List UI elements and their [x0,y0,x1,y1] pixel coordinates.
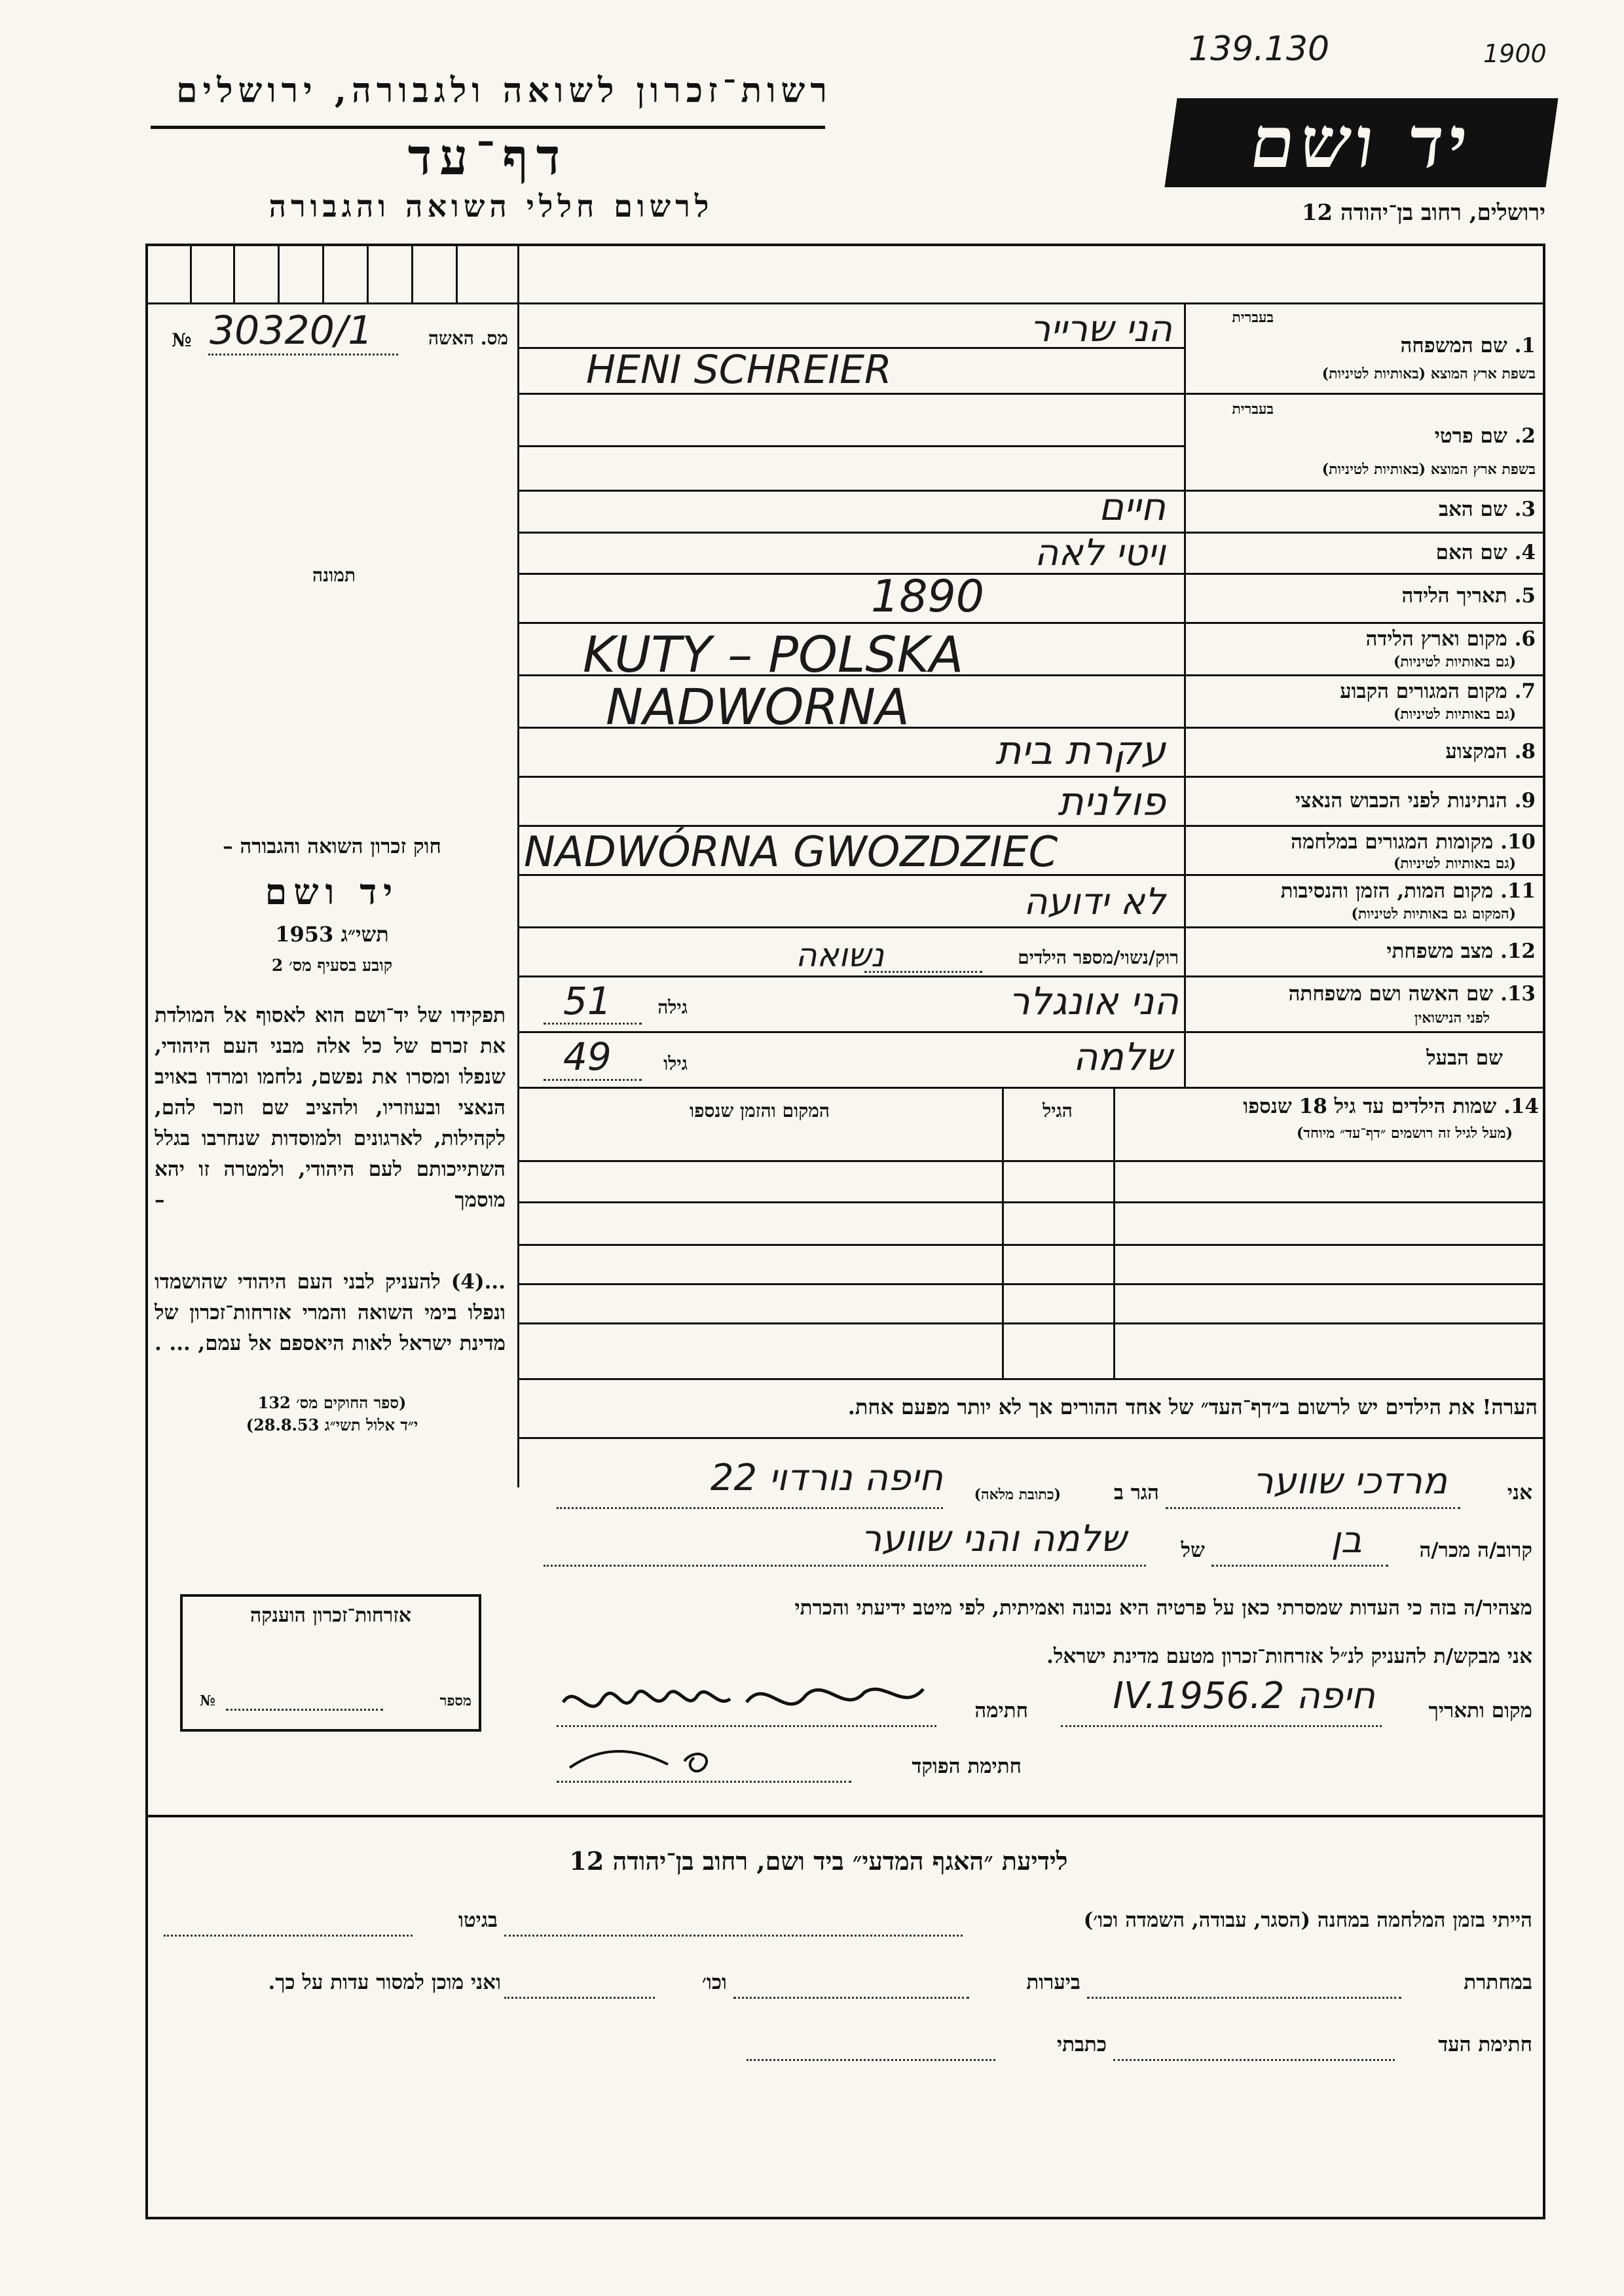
law-ref-1: (ספר החוקים מס׳ 132 [257,1393,407,1412]
signature-label: חתימה [974,1699,1028,1722]
children-header: 14. שמות הילדים עד גיל 18 שנספו [1243,1095,1539,1118]
decl-request: אני מבקש/ת להעניק לנ״ל אזרחות־זכרון מטעם מדינת ישראל. [1046,1645,1532,1668]
residence: NADWORNA [606,678,910,736]
law-yad-vashem: יד ושם [265,871,399,913]
citizenship-no: № [200,1692,215,1709]
birth-place: KUTY – POLSKA [583,625,964,683]
declarant-address: חיפה נורדוי 22 [710,1457,943,1499]
file-number-label: מס. האשה [428,327,508,349]
nationality: פולנית [1058,779,1166,825]
form-subtitle: לרשום חללי השואה והגבורה [268,189,714,224]
law-body-2: ...(4) להעניק לבני העם היהודי שהושמדו ונפלו בימי השואה והמרי אזרחות־זכרון של מדינת ישראל לאות היאספם אל עמם, ... . [155,1270,506,1355]
officer-signature [563,1735,760,1784]
footer-willing-label: ואני מוכן למסור עדות על כך. [268,1971,501,1994]
wife-age: 51 [563,979,612,1023]
surname-latin: HENI SCHREIER [586,347,892,393]
field-7-label: 7. מקום המגורים הקבוע [1340,680,1536,703]
yad-vashem-logo: יד ושם [1164,98,1558,187]
field-3-label: 3. שם האב [1439,498,1536,521]
footer-camp-label: הייתי בזמן המלחמה במחנה (הסגר, עבודה, השמדה וכו׳) [1083,1908,1532,1932]
footer-title: לידיעת ״האגף המדעי״ ביד ושם, רחוב בן־יהודה 12 [569,1846,1068,1876]
file-number-no: № [172,329,192,351]
field-2-hint-top: בעברית [1232,401,1274,418]
husband-age: 49 [563,1034,612,1079]
children-age-col: הגיל [1043,1100,1073,1121]
field-2-label: 2. שם פרטי [1434,424,1536,448]
birth-date: 1890 [871,571,985,623]
law-body: תפקידו של יד־ושם הוא לאסוף אל המולדת את זכרם של כל אלה מבני העם היהודי, שנפלו ומסרו את נפשם, נלחמו ומרדו באויב הנאצי ובעוזריו, ולהציב שם וזכר להם, לקהילות, לארגונים ולמוסדות שנחרבו בגלל השתייכותם לעם היהודי, ולמטרה זו יהא מוסמך – [155,1004,506,1212]
address-line: ירושלים, רחוב בן־יהודה 12 [1301,200,1545,226]
field-13-hint: לפני הנישואין [1414,1010,1490,1027]
org-line: רשות־זכרון לשואה ולגבורה, ירושלים [176,71,832,111]
archive-number: 139.130 [1189,29,1330,69]
decl-resides-label: הגר ב [1113,1481,1159,1504]
law-ref-2: י״ד אלול תשי״ג 28.8.53) [246,1415,418,1434]
field-1-hint-top: בעברית [1232,309,1274,326]
file-number-value: 30320/1 [210,308,373,354]
footer-address-label: כתבתי [1056,2033,1107,2056]
form-title: דף־עד [407,128,568,186]
decl-statement: מצהיר/ה בזה כי העדות שמסרתי כאן על פרטיה היא נכונה ואמיתית, לפי מיטב ידיעתי והכרתי [794,1596,1532,1620]
decl-address-hint: (כתובת מלאה) [974,1486,1061,1503]
field-10-hint: (גם באותיות לטיניות) [1393,855,1516,872]
husband-label: שם הבעל [1426,1046,1503,1070]
archive-number-right: 1900 [1483,39,1547,68]
field-6-hint: (גם באותיות לטיניות) [1393,653,1516,670]
photo-label: תמונה [312,564,356,586]
field-4-label: 4. שם האם [1435,541,1536,564]
marital-status: נשואה [795,936,884,974]
husband-name: שלמה [1073,1034,1172,1079]
place-date: חיפה 2.IV.1956 [1113,1675,1375,1717]
footer-witness-signature-label: חתימת העד [1438,2033,1532,2056]
related-person: שלמה והני שווער [860,1518,1126,1560]
children-header-note: (מעל לגיל זה רושמים ״דף־עד״ מיוחד) [1296,1125,1513,1142]
decl-relative-label: קרוב/ה מכר/ה [1419,1539,1532,1562]
declarant-signature [557,1663,936,1735]
footer-underground-label: במחתרת [1464,1971,1532,1994]
field-6-label: 6. מקום וארץ הלידה [1365,627,1536,651]
surname-hebrew: הני שרייר [1029,308,1172,350]
law-year: תשי״ג 1953 [275,922,389,947]
father-name: חיים [1098,484,1166,529]
children-place-col: המקום והזמן שנספו [690,1100,830,1121]
wife-age-label: גילה [657,996,688,1018]
field-1-hint: בשפת ארץ המוצא (באותיות לטיניות) [1321,365,1536,382]
husband-age-label: גילו [663,1053,688,1074]
field-12-label: 12. מצב משפחתי [1386,939,1536,963]
field-10-label: 10. מקומות המגורים במלחמה [1291,830,1536,854]
marital-label: רוק/נשוי/מספר הילדים [1018,947,1179,968]
decl-i-label: אני [1507,1481,1532,1504]
mother-name: ויטי לאה [1034,532,1166,574]
footer-etc-label: וכו׳ [701,1971,727,1994]
declarant-name: מרדכי שווער [1252,1460,1447,1503]
field-13-label: 13. שם האשה ושם משפחתה [1288,982,1536,1006]
relation: בן [1331,1519,1362,1561]
place-date-label: מקום ותאריך [1428,1699,1532,1722]
field-1-label: 1. שם המשפחה [1400,334,1536,357]
field-11-label: 11. מקום המות, הזמן והנסיבות [1280,879,1536,903]
officer-signature-label: חתימת הפוקד [912,1755,1022,1778]
field-8-label: 8. המקצוע [1445,740,1536,763]
death-place: לא ידועה [1023,881,1166,923]
decl-of-label: של [1181,1539,1205,1562]
citizenship-title: אזרחות־זכרון הוענקה [249,1604,412,1627]
war-places: NADWÓRNA GWOZDZIEC [524,828,1058,877]
wife-maiden-name: הני אונגלר [1008,979,1179,1023]
children-note: הערה! את הילדים יש לרשום ב״דף־העד״ של אחד ההורים אך לא יותר מפעם אחת. [847,1394,1538,1419]
profession: עקרת בית [995,728,1166,774]
footer-forests-label: ביערות [1026,1971,1080,1994]
law-clause: קובע בסעיף מס׳ 2 [271,956,393,975]
law-title: חוק זכרון השואה והגבורה – [223,835,441,858]
field-7-hint: (גם באותיות לטיניות) [1393,706,1516,723]
citizenship-number-label: מספר [439,1692,471,1709]
field-2-hint: בשפת ארץ המוצא (באותיות לטיניות) [1321,461,1536,478]
footer-ghetto-label: בגיטו [458,1908,498,1932]
field-5-label: 5. תאריך הלידה [1401,584,1536,608]
field-9-label: 9. הנתינות לפני הכבוש הנאצי [1295,789,1536,812]
field-11-hint: (המקום גם באותיות לטיניות) [1351,905,1516,922]
